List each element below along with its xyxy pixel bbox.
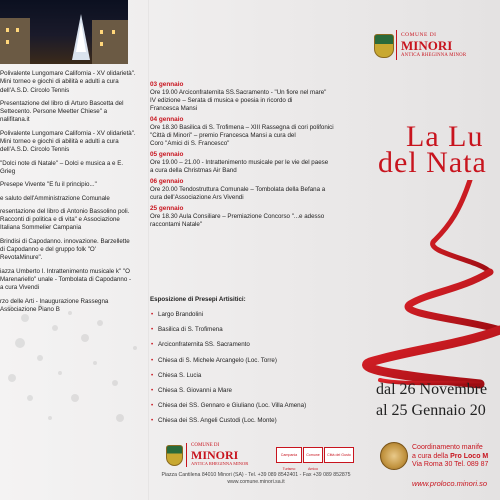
program-date: 04 gennaio	[150, 116, 184, 123]
program-date: 05 gennaio	[150, 151, 184, 158]
pro-loco-website[interactable]: www.proloco.minori.so	[412, 479, 488, 488]
exhibition-item: • Chiesa S. Lucia	[150, 368, 340, 383]
left-item: resentazione del libro di Antonio Bassolino poli. Racconti di politica e di vita" e Associazione Italiana Sommelier Campania	[0, 207, 130, 232]
exhibition-title: Esposizione di Presepi Artisitici:	[150, 296, 246, 303]
program-line: Ore 19.00 Arciconfraternita SS.Sacramento - "Un fiore nel mare"	[150, 89, 327, 96]
exhibition-item: • Largo Brandolini	[150, 307, 340, 322]
program-line: Coro "Amici di S. Francesco"	[150, 140, 230, 147]
program-date: 06 gennaio	[150, 178, 184, 185]
coordination-line2a: a cura della	[412, 452, 451, 460]
christmas-tree-photo	[0, 0, 128, 64]
logo-subtitle: ANTICA RHEGINNA MINOR	[401, 53, 467, 58]
partner-badge: Campania Turismo	[276, 447, 302, 463]
exhibition-item: • Chiesa dei SS. Angeli Custodi (Loc. Monte)	[150, 413, 340, 428]
program-line: Ore 20.00 Tendostruttura Comunale – Tombolata della Befana a	[150, 186, 326, 193]
dates-from: dal 26 Novembre	[376, 381, 488, 398]
comune-minori-logo	[374, 30, 500, 60]
left-item: Polivalente Lungomare California - XV olidarietà". Mini torneo e giochi di abilità e adulti a cura dell'A.S.D. Circolo Tennis	[0, 129, 136, 154]
program-line: Ore 18.30 Aula Consiliare – Premiazione Concorso "...e adesso	[150, 213, 325, 220]
coat-of-arms-icon	[166, 445, 183, 466]
nativity-exhibition	[150, 296, 340, 429]
january-program	[150, 78, 340, 229]
exhibition-item: • Basilica di S. Trofimena	[150, 322, 340, 337]
exhibition-item: • Chiesa dei SS. Gennaro e Giuliano (Loc. Villa Amena)	[150, 398, 340, 413]
program-line: Ore 18.30 Basilica di S. Trofimena – XIII Rassegna di cori polifonici	[150, 124, 334, 131]
program-line: Ore 19.00 – 21.00 - Intrattenimento musicale per le vie del paese	[150, 159, 329, 166]
logo-comune: COMUNE DI	[191, 443, 220, 448]
website-line: www.comune.minori.sa.it	[227, 479, 285, 485]
left-program-column	[0, 70, 136, 319]
footer-address	[146, 472, 366, 486]
program-line: IV edizione – Serata di musica e poesia in ricordo di	[150, 97, 293, 104]
partner-badge: Comune Amico	[303, 447, 323, 463]
left-item: Polivalente Lungomare California - XV olidarietà". Mini torneo e giochi di abilità e adulti a cura dell'A.S.D. Circolo Tennis	[0, 70, 136, 94]
left-item: rzo delle Arti - Inaugurazione Rassegna Associazione Piano B	[0, 297, 109, 313]
coordination-line3: Via Roma 30 Tel. 089 87	[412, 461, 489, 468]
program-line: a cura della Christmas Air Band	[150, 167, 237, 174]
exhibition-item: • Chiesa S. Giovanni a Mare	[150, 383, 340, 398]
left-item: Presentazione del libro di Arturo Bascetta del Settecento. Persone Meetter Chiese" a nalifitana.it	[0, 99, 124, 124]
left-item: Presepe Vivente "E fu il principio..."	[0, 181, 97, 189]
dates-to: al 25 Gennaio 20	[376, 402, 486, 419]
logo-subtitle: ANTICA RHEGINNA MINOR	[191, 461, 249, 466]
left-item: "Dolci note di Natale" – Dolci e musica a e E. Grieg	[0, 159, 124, 175]
pro-loco-seal-icon	[380, 442, 408, 470]
left-item: Brindisi di Capodanno. innovazione. Barzellette di Capodanno e del gruppo folk "O' RevotaMinure".	[0, 237, 130, 262]
left-item: iazza Umberto I. Intrattenimento musicale k" "O Marenariello" unale - Tombolata di Capodanno - a cura Vivendi	[0, 267, 132, 292]
logo-comune: COMUNE DI	[401, 32, 437, 38]
program-line: cura dell'Associazione Ars Vivendi	[150, 194, 244, 201]
main-title-line1: La Lu	[406, 120, 484, 153]
program-line: Francesca Mansi	[150, 105, 198, 112]
program-line: "Città di Minori" – premio Francesca Mansi a cura del	[150, 132, 296, 139]
coat-of-arms-icon	[374, 34, 394, 58]
coordination-info	[412, 444, 488, 470]
program-line: raccontami Natale"	[150, 221, 203, 228]
coordination-line1: Coordinamento manife	[412, 444, 483, 451]
logo-name: MINORI	[401, 38, 453, 53]
partner-badge: Città del Gusto	[324, 447, 354, 463]
coordination-line2b: Pro Loco M	[450, 452, 489, 460]
logo-name: MINORI	[191, 448, 239, 462]
left-item: e saluto dell'Amministrazione Comunale	[0, 194, 110, 202]
address-line: Piazza Cantilena 84010 Minori (SA) - Tel. +39 089 8542401 - Fax +39 089 852875	[161, 472, 351, 478]
program-date: 03 gennaio	[150, 81, 184, 88]
footer-logo	[166, 443, 356, 469]
main-title-line2: del Nata	[378, 146, 487, 179]
exhibition-item: • Arciconfraternita SS. Sacramento	[150, 337, 340, 352]
program-date: 25 gennaio	[150, 205, 184, 212]
ribbon-tree-graphic	[340, 180, 500, 390]
exhibition-item: • Chiesa di S. Michele Arcangelo (Loc. Torre)	[150, 353, 340, 368]
